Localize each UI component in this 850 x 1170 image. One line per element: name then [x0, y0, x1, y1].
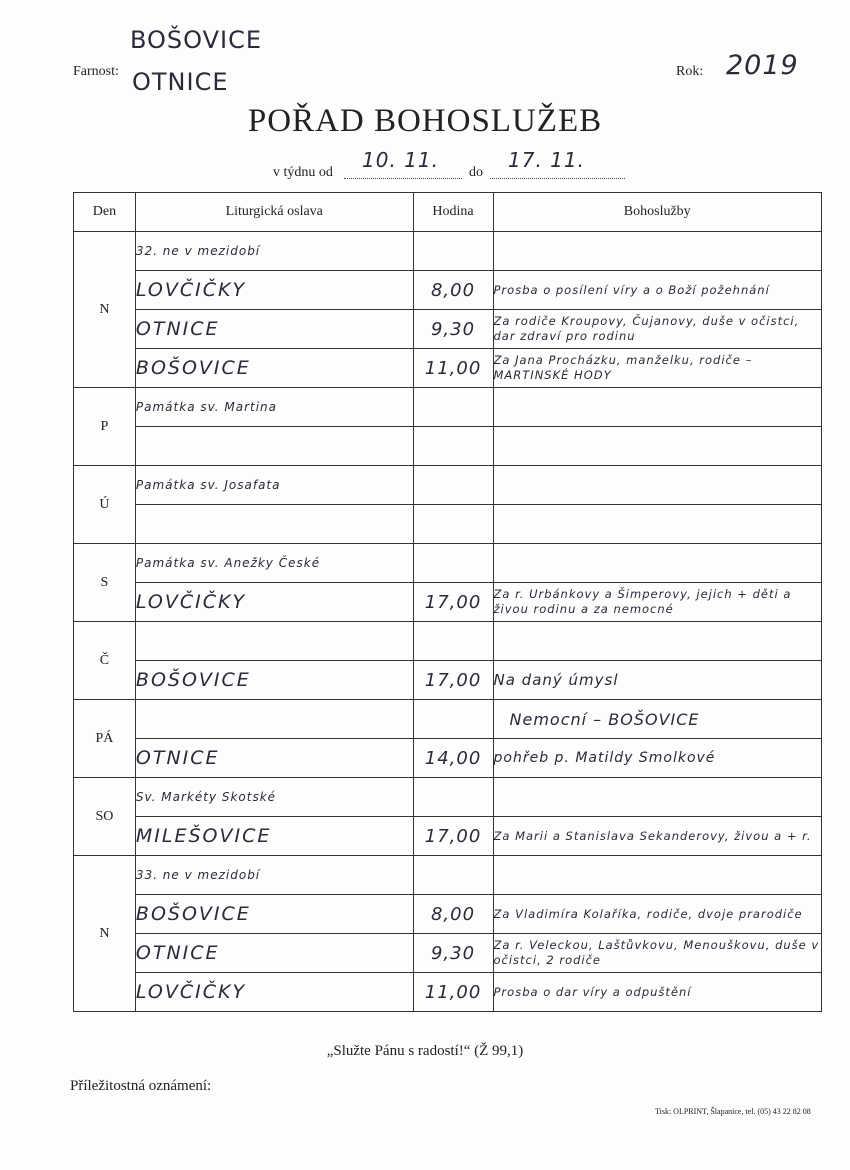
table-row — [74, 700, 822, 739]
day-cell: Ú — [74, 466, 136, 544]
feast-cell: Sv. Markéty Skotské — [135, 778, 413, 817]
table-row — [74, 622, 822, 661]
intent-cell: Za rodiče Kroupovy, Čujanovy, duše v očistci, dar zdraví pro rodinu — [493, 310, 822, 349]
table-row — [74, 388, 822, 427]
table-row — [74, 973, 822, 1012]
time-cell: 8,00 — [413, 895, 493, 934]
day-cell: S — [74, 544, 136, 622]
year-value: 2019 — [726, 50, 799, 81]
table-row — [74, 232, 822, 271]
day-cell: SO — [74, 778, 136, 856]
time-cell: 17,00 — [413, 817, 493, 856]
intent-cell: Prosba o posílení víry a o Boží požehnání — [493, 271, 822, 310]
table-row — [74, 427, 822, 466]
day-cell: PÁ — [74, 700, 136, 778]
place-cell: MILEŠOVICE — [135, 817, 413, 856]
intent-cell: Za r. Urbánkovy a Šimperovy, jejich + děti a živou rodinu a za nemocné — [493, 583, 822, 622]
table-row — [74, 778, 822, 817]
table-header-row — [74, 193, 822, 232]
intent-cell: pohřeb p. Matildy Smolkové — [493, 739, 822, 778]
day-cell: N — [74, 856, 136, 1012]
time-cell: 11,00 — [413, 973, 493, 1012]
feast-cell — [135, 622, 413, 661]
motto: „Služte Pánu s radostí!“ (Ž 99,1) — [326, 1043, 524, 1059]
intent-cell: Prosba o dar víry a odpuštění — [493, 973, 822, 1012]
place-cell: LOVČIČKY — [135, 973, 413, 1012]
place-cell: BOŠOVICE — [135, 895, 413, 934]
table-row — [74, 661, 822, 700]
feast-cell: Památka sv. Martina — [135, 388, 413, 427]
table-row — [74, 544, 822, 583]
printer-credit: Tisk: OLPRINT, Šlapanice, tel. (05) 43 22 82 08 — [655, 1107, 811, 1116]
table-row — [74, 505, 822, 544]
feast-cell: Památka sv. Anežky České — [135, 544, 413, 583]
col-hour: Hodina — [413, 193, 493, 232]
place-cell: LOVČIČKY — [135, 583, 413, 622]
table-row — [74, 895, 822, 934]
year-label: Rok: — [676, 64, 704, 79]
table-row — [74, 934, 822, 973]
time-cell: 8,00 — [413, 271, 493, 310]
place-cell: LOVČIČKY — [135, 271, 413, 310]
feast-cell: 33. ne v mezidobí — [135, 856, 413, 895]
week-to-label: do — [469, 165, 483, 180]
table-row — [74, 310, 822, 349]
col-day: Den — [74, 193, 136, 232]
intent-cell: Za Vladimíra Kolaříka, rodiče, dvoje prarodiče — [493, 895, 822, 934]
place-cell: OTNICE — [135, 739, 413, 778]
announcements-label: Příležitostná oznámení: — [70, 1078, 212, 1094]
table-row — [74, 583, 822, 622]
table-row — [74, 466, 822, 505]
week-to-value: 17. 11. — [508, 148, 585, 172]
time-cell: 17,00 — [413, 583, 493, 622]
day-cell: N — [74, 232, 136, 388]
place-cell: BOŠOVICE — [135, 661, 413, 700]
col-celebration: Liturgická oslava — [135, 193, 413, 232]
feast-cell: 32. ne v mezidobí — [135, 232, 413, 271]
time-cell: 9,30 — [413, 310, 493, 349]
note-cell: Nemocní – BOŠOVICE — [493, 700, 822, 739]
table-row — [74, 349, 822, 388]
table-row — [74, 739, 822, 778]
feast-cell: Památka sv. Josafata — [135, 466, 413, 505]
parish-name-1: BOŠOVICE — [130, 26, 263, 54]
page-title: POŘAD BOHOSLUŽEB — [247, 103, 603, 139]
parish-label: Farnost: — [73, 64, 119, 79]
time-cell: 11,00 — [413, 349, 493, 388]
parish-name-2: OTNICE — [132, 68, 229, 96]
intent-cell: Za Jana Procházku, manželku, rodiče – MARTINSKÉ HODY — [493, 349, 822, 388]
time-cell: 14,00 — [413, 739, 493, 778]
week-from-value: 10. 11. — [362, 148, 439, 172]
table-row — [74, 271, 822, 310]
schedule-table — [73, 192, 822, 1012]
table-row — [74, 817, 822, 856]
intent-cell: Za Marii a Stanislava Sekanderovy, živou a + r. — [493, 817, 822, 856]
day-cell: Č — [74, 622, 136, 700]
week-from-label: v týdnu od — [273, 165, 333, 180]
place-cell: OTNICE — [135, 934, 413, 973]
day-cell: P — [74, 388, 136, 466]
table-row — [74, 856, 822, 895]
feast-cell — [135, 700, 413, 739]
time-cell: 9,30 — [413, 934, 493, 973]
intent-cell: Na daný úmysl — [493, 661, 822, 700]
place-cell: OTNICE — [135, 310, 413, 349]
col-services: Bohoslužby — [493, 193, 822, 232]
place-cell: BOŠOVICE — [135, 349, 413, 388]
time-cell: 17,00 — [413, 661, 493, 700]
intent-cell: Za r. Veleckou, Laštůvkovu, Menouškovu, duše v očistci, 2 rodiče — [493, 934, 822, 973]
